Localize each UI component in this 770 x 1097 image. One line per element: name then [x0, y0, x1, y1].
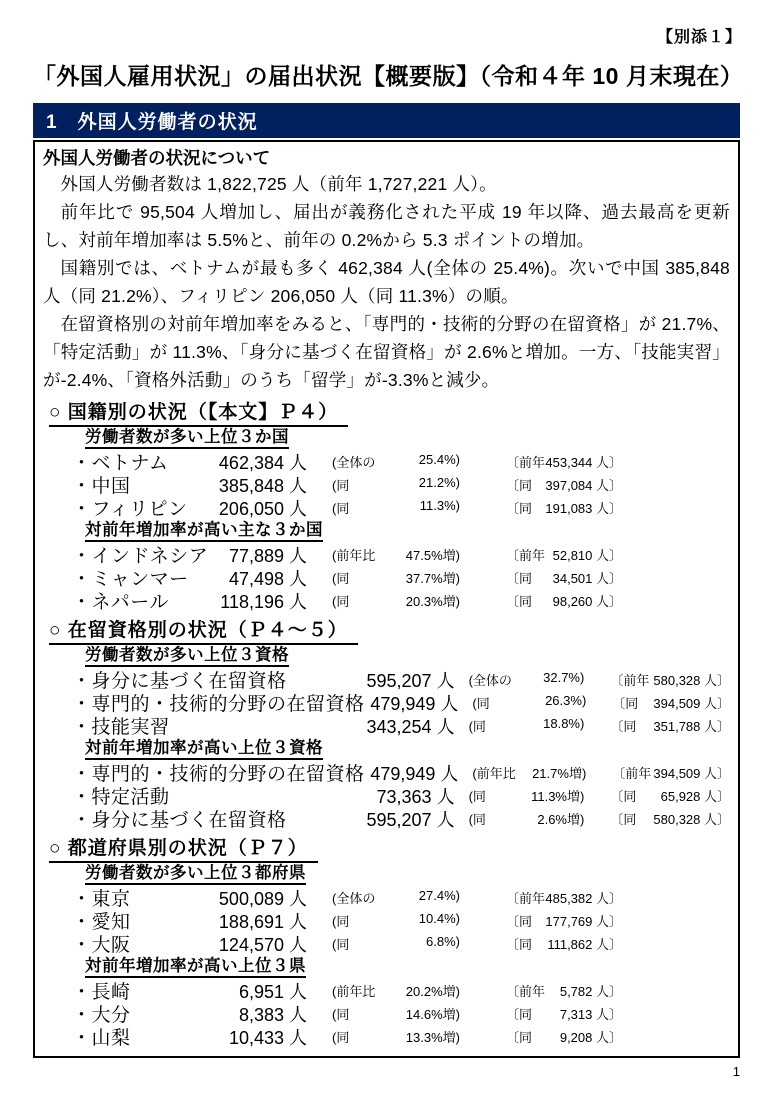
stat-row: [72, 450, 730, 473]
stat-label: ・長崎: [72, 982, 131, 1003]
stat-block: [72, 737, 730, 830]
stat-label: ・愛知: [72, 912, 131, 933]
stat-value: 462,384 人: [218, 452, 307, 473]
stat-label: ・東京: [72, 889, 131, 910]
section-prefecture: [43, 830, 730, 1048]
stat-prev-year: [610, 786, 730, 805]
stat-rows: [72, 543, 730, 612]
stat-value: 479,949 人: [370, 693, 459, 714]
section-heading-wrap: [43, 394, 730, 426]
section-banner: [33, 103, 740, 138]
stat-prev-prefix: 〔同: [506, 478, 533, 493]
stat-share: [332, 888, 460, 907]
stat-prev-value: 397,084 人〕: [545, 478, 622, 493]
stat-share-value: 25.4%): [418, 452, 460, 467]
stat-prev-value: 34,501 人〕: [552, 571, 622, 586]
paragraph: 外国人労働者数は 1,822,725 人（前年 1,727,221 人）。: [60, 174, 497, 194]
overview-paragraphs: [43, 170, 730, 394]
stat-share: [332, 545, 460, 564]
stat-share-prefix: (前年比: [472, 766, 516, 781]
block-subheading: 対前年増加率が高い上位３県: [85, 957, 306, 978]
stat-prev-prefix: 〔前年: [506, 548, 546, 563]
stat-share: [332, 934, 460, 953]
stat-label: ・専門的・技術的分野の在留資格: [72, 764, 365, 785]
stat-prev-value: 485,382 人〕: [545, 891, 622, 906]
stat-prev-prefix: 〔同: [506, 914, 533, 929]
stat-prev-prefix: 〔同: [506, 501, 533, 516]
stat-value: 8,383 人: [238, 1004, 307, 1025]
stat-prev-year: [506, 568, 622, 587]
stat-row: [72, 807, 730, 830]
stat-row: [72, 784, 730, 807]
stat-prev-value: 351,788 人〕: [653, 719, 730, 734]
stat-prev-year: [506, 452, 622, 471]
stat-prev-year: [506, 1004, 622, 1023]
stat-prev-year: [506, 981, 622, 1000]
paragraph: 国籍別では、ベトナムが最も多く 462,384 人(全体の 25.4%)。次いで中国 385,848 人（同 21.2%）、フィリピン 206,050 人（同 11.3%）の順。: [43, 258, 730, 306]
stat-share: [332, 1004, 460, 1023]
stat-row: [72, 543, 730, 566]
stat-share-prefix: (全体の: [332, 891, 376, 906]
stat-value: 77,889 人: [228, 545, 307, 566]
stat-share-prefix: (同: [332, 937, 350, 952]
section-heading: ○ 都道府県別の状況（Ｐ７）: [49, 837, 318, 863]
stat-prev-value: 580,328 人〕: [653, 673, 730, 688]
stat-share-value: 26.3%): [545, 693, 587, 708]
stat-label: ・特定活動: [72, 787, 170, 808]
stat-prev-year: [506, 888, 622, 907]
stat-prev-prefix: 〔同: [506, 1030, 533, 1045]
stat-prev-prefix: 〔同: [506, 937, 533, 952]
stat-rows: [72, 450, 730, 519]
stat-prev-value: 453,344 人〕: [545, 455, 622, 470]
stat-label: ・ベトナム: [72, 453, 169, 474]
stat-prev-prefix: 〔前年: [612, 766, 652, 781]
stat-share-prefix: (同: [332, 914, 350, 929]
stat-share-prefix: (同: [332, 478, 350, 493]
stat-prev-prefix: 〔同: [506, 571, 533, 586]
stat-share-value: 11.3%増): [531, 789, 585, 804]
stat-prev-prefix: 〔同: [610, 812, 637, 827]
stat-share-prefix: (同: [332, 594, 350, 609]
stat-prev-value: 9,208 人〕: [559, 1030, 622, 1045]
stat-prev-value: 5,782 人〕: [559, 984, 622, 999]
stat-share: [472, 693, 586, 712]
stat-share-value: 47.5%増): [405, 548, 460, 563]
stat-share-prefix: (前年比: [332, 548, 376, 563]
stat-value: 10,433 人: [228, 1027, 307, 1048]
stat-share-prefix: (同: [472, 696, 490, 711]
block-subheading: 労働者数が多い上位３都府県: [85, 864, 306, 885]
stat-prev-year: [610, 716, 730, 735]
stat-block: [72, 519, 730, 612]
stat-block: [72, 426, 730, 519]
section-heading: ○ 国籍別の状況（【本文】Ｐ４）: [49, 401, 348, 427]
stat-value: 124,570 人: [218, 934, 307, 955]
stat-prev-value: 394,509 人〕: [653, 696, 730, 711]
stat-label: ・中国: [72, 476, 131, 497]
stat-value: 206,050 人: [218, 498, 307, 519]
stat-value: 188,691 人: [218, 911, 307, 932]
stat-share-prefix: (全体の: [468, 673, 512, 688]
stat-share: [469, 670, 585, 689]
stat-value: 6,951 人: [238, 981, 307, 1002]
stat-share-value: 13.3%増): [405, 1030, 460, 1045]
stat-value: 73,363 人: [376, 786, 455, 807]
paragraph: 在留資格別の対前年増加率をみると、「専門的・技術的分野の在留資格」が 21.7%、「特定活動」が 11.3%、「身分に基づく在留資格」が 2.6%と増加。一方、「技能実習」が-2.4%、「資格外活動」のうち「留学」が-3.3%と減少。: [43, 314, 730, 390]
stat-prev-value: 7,313 人〕: [559, 1007, 622, 1022]
stat-row: [72, 589, 730, 612]
stat-prev-value: 191,083 人〕: [545, 501, 622, 516]
stat-value: 118,196 人: [220, 591, 307, 612]
stat-share: [332, 452, 460, 471]
stat-row: [72, 691, 730, 714]
stat-value: 595,207 人: [366, 670, 455, 691]
stat-share-value: 11.3%): [419, 498, 460, 513]
stat-prev-year: [506, 911, 622, 930]
stat-prev-year: [610, 670, 730, 689]
stat-value: 47,498 人: [228, 568, 307, 589]
stat-prev-value: 98,260 人〕: [552, 594, 622, 609]
stat-label: ・ネパール: [72, 592, 169, 613]
stat-value: 343,254 人: [366, 716, 455, 737]
stat-row: [72, 932, 730, 955]
stat-share-prefix: (前年比: [332, 984, 376, 999]
stat-share-prefix: (同: [468, 719, 486, 734]
stat-prev-value: 111,862 人〕: [547, 937, 622, 952]
section-heading-wrap: [43, 612, 730, 644]
stat-prev-prefix: 〔同: [610, 719, 637, 734]
section-heading: ○ 在留資格別の状況（Ｐ４～５）: [49, 619, 358, 645]
stat-label: ・大分: [72, 1005, 131, 1026]
stat-row: [72, 909, 730, 932]
stat-share: [469, 809, 585, 828]
block-subheading: 対前年増加率が高い主な３か国: [85, 521, 323, 542]
attachment-tag: 【別添１】: [656, 29, 742, 46]
overview-box: [33, 140, 740, 1058]
block-subheading: 労働者数が多い上位３資格: [85, 646, 289, 667]
stat-prev-year: [612, 763, 730, 782]
stat-prev-value: 580,328 人〕: [653, 812, 730, 827]
stat-share: [332, 498, 460, 517]
stat-prev-year: [506, 498, 622, 517]
stat-label: ・フィリピン: [72, 499, 188, 520]
stat-share: [469, 786, 585, 805]
stat-prev-prefix: 〔同: [506, 1007, 533, 1022]
stat-label: ・身分に基づく在留資格: [72, 810, 287, 831]
stat-label: ・ミャンマー: [72, 569, 189, 590]
stat-label: ・インドネシア: [72, 546, 209, 567]
page-number: 1: [732, 1064, 740, 1079]
stat-share-value: 6.8%): [426, 934, 460, 949]
stat-prev-prefix: 〔同: [610, 789, 637, 804]
stat-prev-prefix: 〔同: [506, 594, 533, 609]
stat-prev-value: 394,509 人〕: [653, 766, 730, 781]
stat-prev-year: [506, 1027, 622, 1046]
stat-prev-value: 52,810 人〕: [552, 548, 622, 563]
stat-share-value: 21.7%増): [532, 766, 587, 781]
stat-prev-value: 177,769 人〕: [545, 914, 622, 929]
stat-share-value: 27.4%): [418, 888, 460, 903]
stat-share-prefix: (同: [332, 1007, 350, 1022]
block-subheading: 対前年増加率が高い上位３資格: [85, 739, 323, 760]
stat-share-value: 2.6%増): [537, 812, 585, 827]
stat-prev-year: [506, 591, 622, 610]
stat-row: [72, 566, 730, 589]
stat-value: 385,848 人: [218, 475, 307, 496]
stat-row: [72, 1025, 730, 1048]
stat-block: [72, 955, 730, 1048]
stat-value: 479,949 人: [370, 763, 459, 784]
stat-share-prefix: (同: [468, 812, 486, 827]
stat-share-prefix: (同: [468, 789, 486, 804]
stat-prev-year: [506, 934, 622, 953]
stat-row: [72, 761, 730, 784]
stat-prev-year: [506, 545, 622, 564]
stat-label: ・山梨: [72, 1028, 131, 1049]
stat-share-value: 18.8%): [543, 716, 585, 731]
stat-row: [72, 473, 730, 496]
section-banner-label: 1 外国人労働者の状況: [46, 112, 258, 133]
stat-share: [332, 1027, 460, 1046]
stat-block: [72, 862, 730, 955]
stat-label: ・技能実習: [72, 717, 170, 738]
stat-label: ・大阪: [72, 935, 131, 956]
overview-title: 外国人労働者の状況について: [43, 148, 271, 168]
stat-value: 500,089 人: [218, 888, 307, 909]
stat-row: [72, 668, 730, 691]
stat-share: [332, 911, 460, 930]
stat-prev-prefix: 〔前年: [506, 455, 546, 470]
stat-prev-year: [610, 809, 730, 828]
stat-label: ・身分に基づく在留資格: [72, 671, 287, 692]
stat-prev-prefix: 〔同: [612, 696, 639, 711]
stat-prev-prefix: 〔前年: [506, 984, 546, 999]
stat-rows: [72, 886, 730, 955]
stat-rows: [72, 668, 730, 737]
block-subheading: 労働者数が多い上位３か国: [85, 428, 289, 449]
stat-prev-prefix: 〔前年: [610, 673, 650, 688]
stat-row: [72, 1002, 730, 1025]
stat-block: [72, 644, 730, 737]
paragraph: 前年比で 95,504 人増加し、届出が義務化された平成 19 年以降、過去最高を更新し、対前年増加率は 5.5%と、前年の 0.2%から 5.3 ポイントの増加。: [43, 202, 730, 250]
stat-share-value: 14.6%増): [405, 1007, 460, 1022]
stat-prev-value: 65,928 人〕: [660, 789, 730, 804]
stat-share: [332, 475, 460, 494]
stat-share-prefix: (同: [332, 571, 350, 586]
stat-share: [472, 763, 586, 782]
stat-share-prefix: (同: [332, 501, 350, 516]
stat-share-value: 10.4%): [418, 911, 460, 926]
stat-share-value: 37.7%増): [405, 571, 460, 586]
stat-share: [332, 981, 460, 1000]
stat-share: [332, 568, 460, 587]
section-nationality: [43, 394, 730, 612]
stat-row: [72, 496, 730, 519]
stat-share-prefix: (全体の: [332, 455, 376, 470]
stat-rows: [72, 761, 730, 830]
stat-row: [72, 886, 730, 909]
stat-row: [72, 714, 730, 737]
stat-share-value: 20.2%増): [405, 984, 460, 999]
stat-label: ・専門的・技術的分野の在留資格: [72, 694, 365, 715]
stat-row: [72, 979, 730, 1002]
stat-share: [332, 591, 460, 610]
stat-share-value: 32.7%): [543, 670, 585, 685]
stat-prev-year: [612, 693, 730, 712]
stat-share-prefix: (同: [332, 1030, 350, 1045]
stat-share-value: 21.2%): [418, 475, 460, 490]
stat-prev-prefix: 〔前年: [506, 891, 546, 906]
stat-share: [469, 716, 585, 735]
stat-rows: [72, 979, 730, 1048]
stat-share-value: 20.3%増): [405, 594, 460, 609]
section-heading-wrap: [43, 830, 730, 862]
stat-prev-year: [506, 475, 622, 494]
section-residence-status: [43, 612, 730, 830]
stat-value: 595,207 人: [366, 809, 455, 830]
page-title: 「外国人雇用状況」の届出状況【概要版】（令和４年 10 月末現在）: [33, 63, 744, 89]
